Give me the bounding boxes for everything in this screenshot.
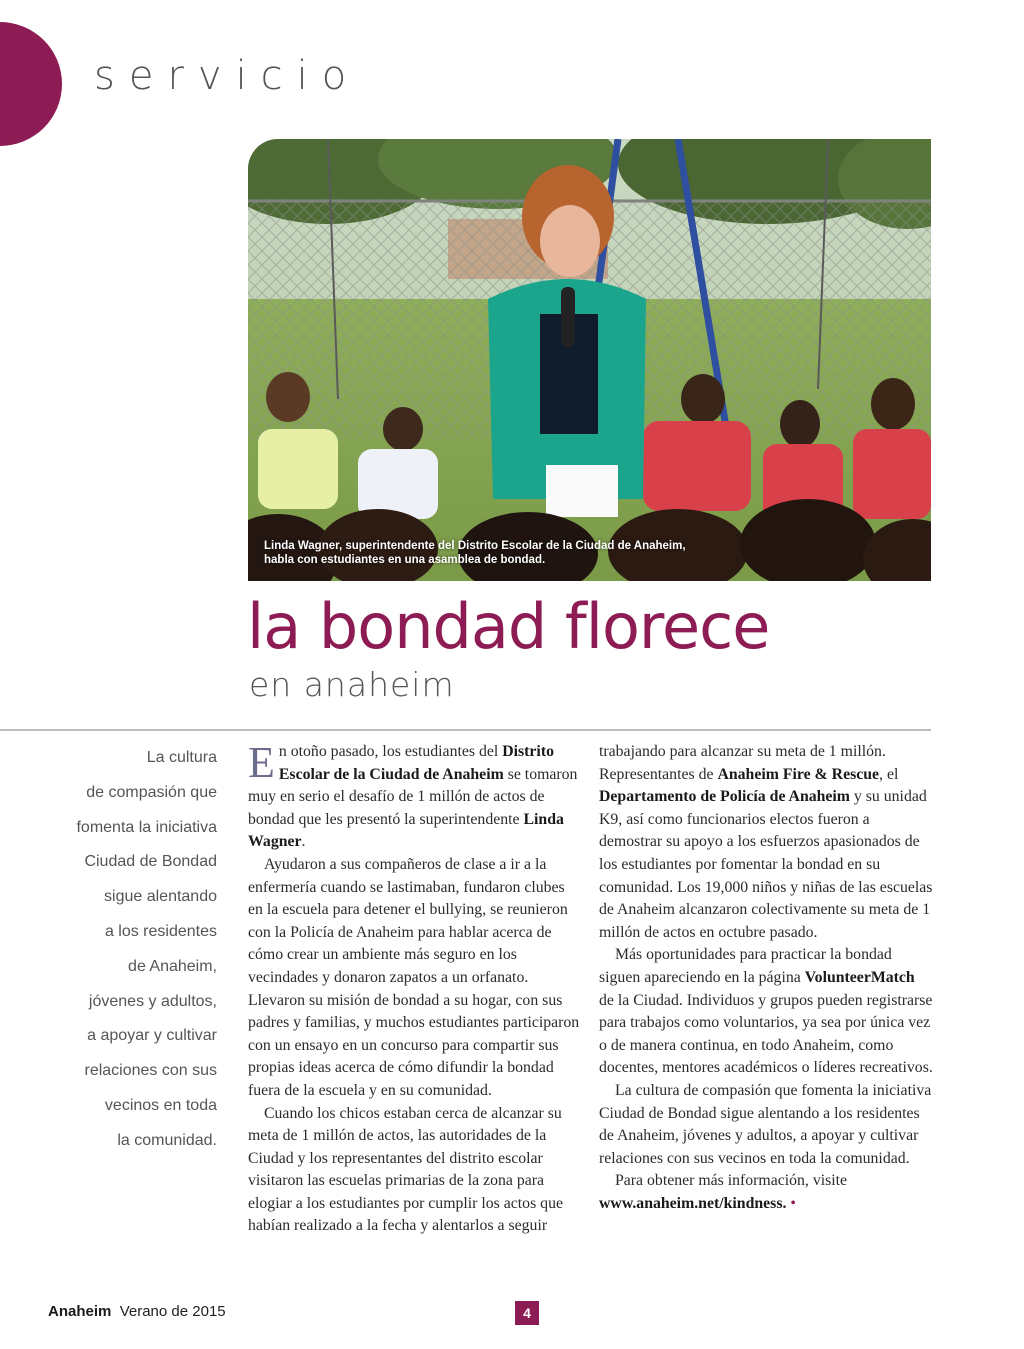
caption-line: habla con estudiantes en una asamblea de bondad.	[264, 554, 546, 566]
article-subhead: en anaheim	[249, 665, 455, 704]
text-run: se tomaron muy en serio el desafío de 1 millón de actos de bondad que les presentó la superintendente	[248, 765, 578, 828]
text-run: y su unidad K9, así como funcionarios electos fueron a demostrar su apoyo a los esfuerzos apasionados de los estudiantes por fomentar la bondad en su comunidad. Los 19,000 niños y niñas de las escuelas de Anaheim alcanzaron colectivamente su meta de 1 millón de actos en octubre pasado.	[599, 788, 933, 941]
footer-magazine	[48, 1303, 226, 1320]
article-column-1	[248, 738, 582, 1238]
text-run: , el	[879, 765, 899, 783]
drop-cap: E	[248, 738, 275, 787]
pull-quote-line: a los residentes	[104, 922, 217, 940]
pull-quote-line: Ciudad de Bondad	[84, 853, 217, 871]
bold-text: Departamento de Policía de Anaheim	[599, 788, 850, 806]
pull-quote-line: de compasión que	[86, 783, 217, 801]
text-run: de la Ciudad. Individuos y grupos pueden registrarse para trabajos como voluntarios, ya sea por única vez o de manera continua, en todo Anaheim, como docentes, mentores académicos o líderes recreativos.	[599, 991, 933, 1077]
text-run: Representantes de	[599, 765, 718, 783]
pull-quote-line: relaciones con sus	[84, 1062, 217, 1080]
pull-quote-line: de Anaheim,	[128, 957, 217, 975]
issue-date: Verano de 2015	[119, 1303, 226, 1320]
text-run: .	[782, 1194, 787, 1212]
article-paragraph	[599, 1170, 933, 1215]
article-paragraph	[599, 764, 933, 945]
caption-line: Linda Wagner, superintendente del Distrito Escolar de la Ciudad de Anaheim,	[264, 540, 686, 552]
divider-rule	[0, 729, 931, 731]
photo-illustration	[248, 139, 931, 581]
article-headline: la bondad florece	[247, 590, 770, 663]
photo-caption	[264, 539, 824, 567]
article-paragraph	[599, 944, 933, 1080]
page-number: 4	[515, 1301, 539, 1325]
pull-quote-line: sigue alentando	[104, 888, 217, 906]
text-run: Más oportunidades para practicar la bondad siguen apareciendo en la página	[599, 946, 892, 986]
article-paragraph: trabajando para alcanzar su meta de 1 millón.	[599, 743, 886, 760]
section-label: servicio	[94, 53, 361, 99]
section-tab-circle	[0, 22, 62, 146]
bold-text: VolunteerMatch	[804, 968, 915, 986]
website-link[interactable]: www.anaheim.net/kindness	[599, 1194, 783, 1212]
bold-text: Anaheim Fire & Rescue	[717, 765, 880, 783]
article-paragraph	[248, 738, 582, 854]
article-paragraph: Cuando los chicos estaban cerca de alcanzar su meta de 1 millón de actos, las autoridades de la Ciudad y los representantes del distrito escolar visitaron las escuelas primarias de la zona para elogiar a los estudiantes por cumplir los actos que habían realizado a la fecha y alentarlos a seguir	[248, 1104, 563, 1235]
pull-quote-line: a apoyar y cultivar	[87, 1027, 217, 1045]
article-paragraph: Ayudaron a sus compañeros de clase a ir a la enfermería cuando se lastimaban, fundaron clubes en la escuela para detener el bullying, se reunieron con la Policía de Anaheim para hablar acerca de cómo crear un ambiente más seguro en los vecindades y donaron zapatos a un orfanato. Llevaron su misión de bondad a su hogar, con sus padres y familias, y muchos estudiantes participaron con un ensayo en un concurso para compartir sus propias ideas acerca de cómo difundir la bondad fuera de la escuela y en su comunidad.	[248, 855, 580, 1099]
pull-quote-line: vecinos en toda	[104, 1096, 217, 1114]
article-photo	[248, 139, 931, 581]
article-column-2	[599, 741, 933, 1215]
bold-text: Linda Wagner	[248, 810, 564, 851]
article-paragraph: La cultura de compasión que fomenta la iniciativa Ciudad de Bondad sigue alentando a los residentes de Anaheim, jóvenes y adultos, a apoyar y cultivar relaciones con sus vecinos en toda la comunidad.	[599, 1081, 932, 1167]
text-run: n otoño pasado, los estudiantes del	[278, 743, 503, 760]
pull-quote-line: fomenta la iniciativa	[76, 818, 217, 836]
text-run: Para obtener más información, visite	[615, 1172, 848, 1190]
magazine-name: Anaheim	[48, 1303, 112, 1320]
pull-quote-line: la comunidad.	[117, 1131, 217, 1149]
bold-text: Distrito Escolar de la Ciudad de Anaheim	[278, 743, 554, 783]
pull-quote-line: La cultura	[146, 749, 217, 766]
end-bullet: •	[786, 1194, 796, 1212]
pull-quote	[40, 741, 217, 1159]
pull-quote-line: jóvenes y adultos,	[88, 992, 217, 1010]
text-run: .	[301, 833, 306, 851]
